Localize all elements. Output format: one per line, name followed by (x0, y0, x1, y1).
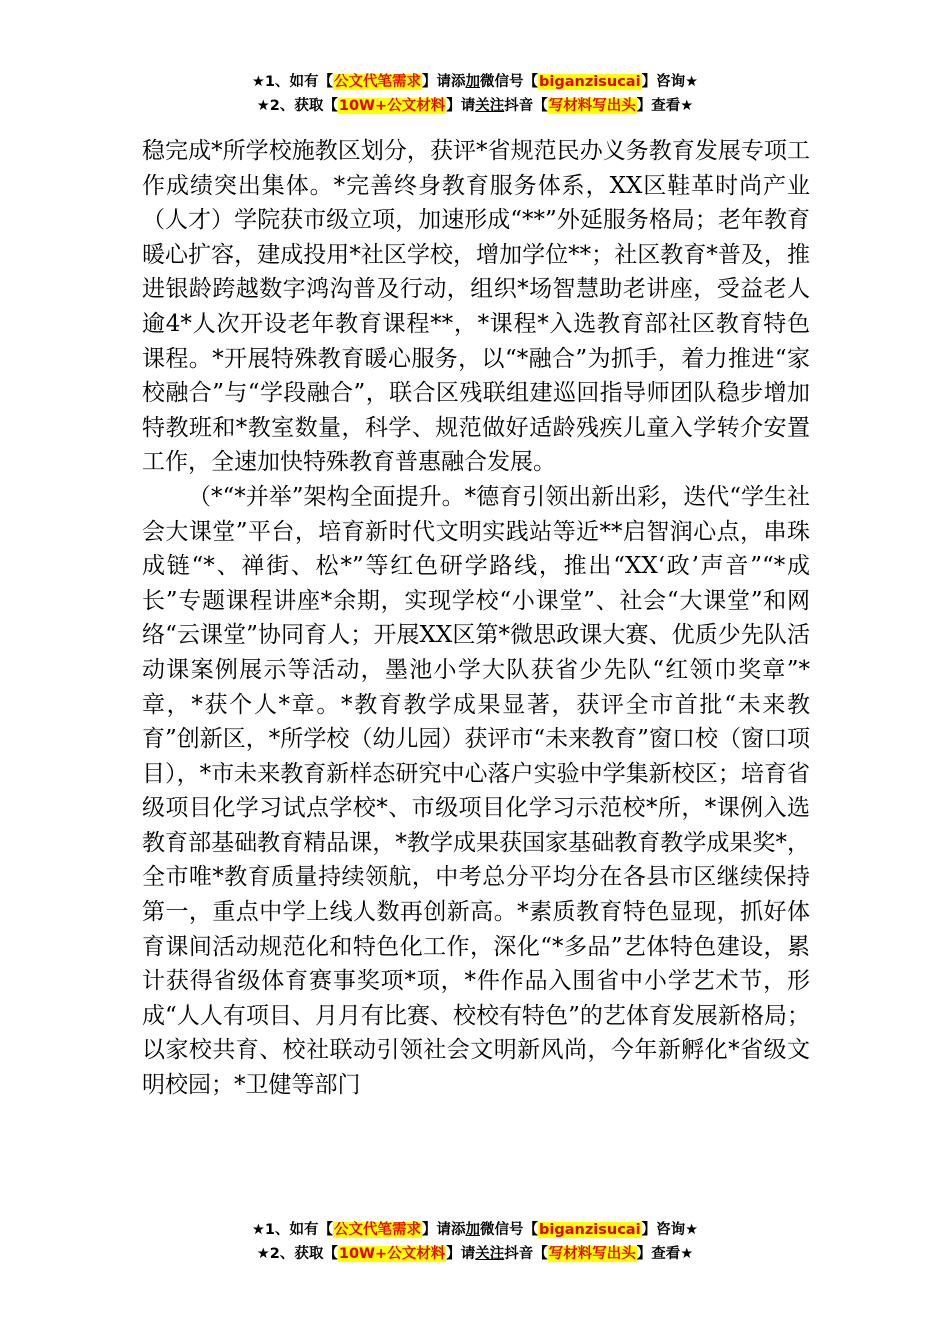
banner-text: 】查看★ (636, 1246, 694, 1262)
highlight-wechat-id: biganzisucai (539, 74, 641, 90)
bottom-banner (0, 1218, 950, 1266)
document-body (142, 134, 810, 1103)
highlight-ghostwriting: 公文代笔需求 (334, 1222, 422, 1238)
highlight-ghostwriting: 公文代笔需求 (334, 74, 422, 90)
banner-text: 】请 (446, 1246, 476, 1262)
banner-text: 抖音【 (504, 98, 548, 114)
banner-text: 】请添 (422, 74, 466, 90)
banner-text: 】咨询★ (641, 74, 699, 90)
banner-line-1 (0, 70, 950, 94)
banner-text: ★2、获取【 (256, 98, 338, 114)
banner-text-underlined: 关注 (475, 98, 505, 114)
highlight-materials: 10W+公文材料 (338, 1246, 446, 1262)
paragraph: （*“*并举”架构全面提升。*德育引领出新出彩，迭代“学生社会大课堂”平台，培育新时代文明实践站等近**启智润心点，串珠成链“*、禅街、松*”等红色研学路线，推出“XX‘政’声音”“*成长”专题课程讲座*余期，实现学校“小课堂”、社会“大课堂”和网络“云课堂”协同育人；开展XX区第*微思政课大赛、优质少先队活动课案例展示等活动，墨池小学大队获省少先队“红领巾奖章”*章，*获个人*章。*教育教学成果显著，获评全市首批“未来教育”创新区，*所学校（幼儿园）获评市“未来教育”窗口校（窗口项目），*市未来教育新样态研究中心落户实验中学集新校区；培育省级项目化学习试点学校*、市级项目化学习示范校*所，*课例入选教育部基础教育精品课，*教学成果获国家基础教育教学成果奖*，全市唯*教育质量持续领航，中考总分平均分在各县市区继续保持第一，重点中学上线人数再创新高。*素质教育特色显现，抓好体育课间活动规范化和特色化工作，深化“*多品”艺体特色建设，累计获得省级体育赛事奖项*项，*件作品入围省中小学艺术节，形成“人人有项目、月月有比赛、校校有特色”的艺体育发展新格局；以家校共育、校社联动引领社会文明新风尚，今年新孵化*省级文明校园；*卫健等部门 (142, 483, 810, 1099)
banner-text: ★2、获取【 (256, 1246, 338, 1262)
banner-text: ★1、如有【 (251, 1222, 334, 1238)
banner-text-underlined: 关注 (475, 1246, 505, 1262)
banner-text: 】咨询★ (641, 1222, 699, 1238)
banner-text: ★1、如有【 (251, 74, 334, 90)
highlight-wechat-id: biganzisucai (539, 1222, 641, 1238)
banner-text: 微信号【 (480, 74, 539, 90)
top-banner (0, 70, 950, 118)
banner-line-1 (0, 1218, 950, 1242)
banner-text: 抖音【 (504, 1246, 548, 1262)
highlight-douyin-account: 写材料写出头 (548, 98, 636, 114)
highlight-douyin-account: 写材料写出头 (548, 1246, 636, 1262)
banner-text-underlined: 加 (465, 74, 481, 90)
banner-text-underlined: 加 (465, 1222, 481, 1238)
paragraph: 稳完成*所学校施教区划分，获评*省规范民办义务教育发展专项工作成绩突出集体。*完善终身教育服务体系，XX区鞋革时尚产业（人才）学院获市级立项，加速形成“**”外延服务格局；老年教育暖心扩容，建成投用*社区学校，增加学位**；社区教育*普及，推进银龄跨越数字鸿沟普及行动，组织*场智慧助老讲座，受益老人逾4*人次开设老年教育课程**，*课程*入选教育部社区教育特色课程。*开展特殊教育暖心服务，以“*融合”为抓手，着力推进“家校融合”与“学段融合”，联合区残联组建巡回指导师团队稳步增加特教班和*教室数量，科学、规范做好适龄残疾儿童入学转介安置工作，全速加快特殊教育普惠融合发展。 (142, 138, 810, 476)
banner-text: 】查看★ (636, 98, 694, 114)
banner-line-2 (0, 1242, 950, 1266)
banner-text: 微信号【 (480, 1222, 539, 1238)
banner-line-2 (0, 94, 950, 118)
banner-text: 】请 (446, 98, 476, 114)
banner-text: 】请添 (422, 1222, 466, 1238)
highlight-materials: 10W+公文材料 (338, 98, 446, 114)
